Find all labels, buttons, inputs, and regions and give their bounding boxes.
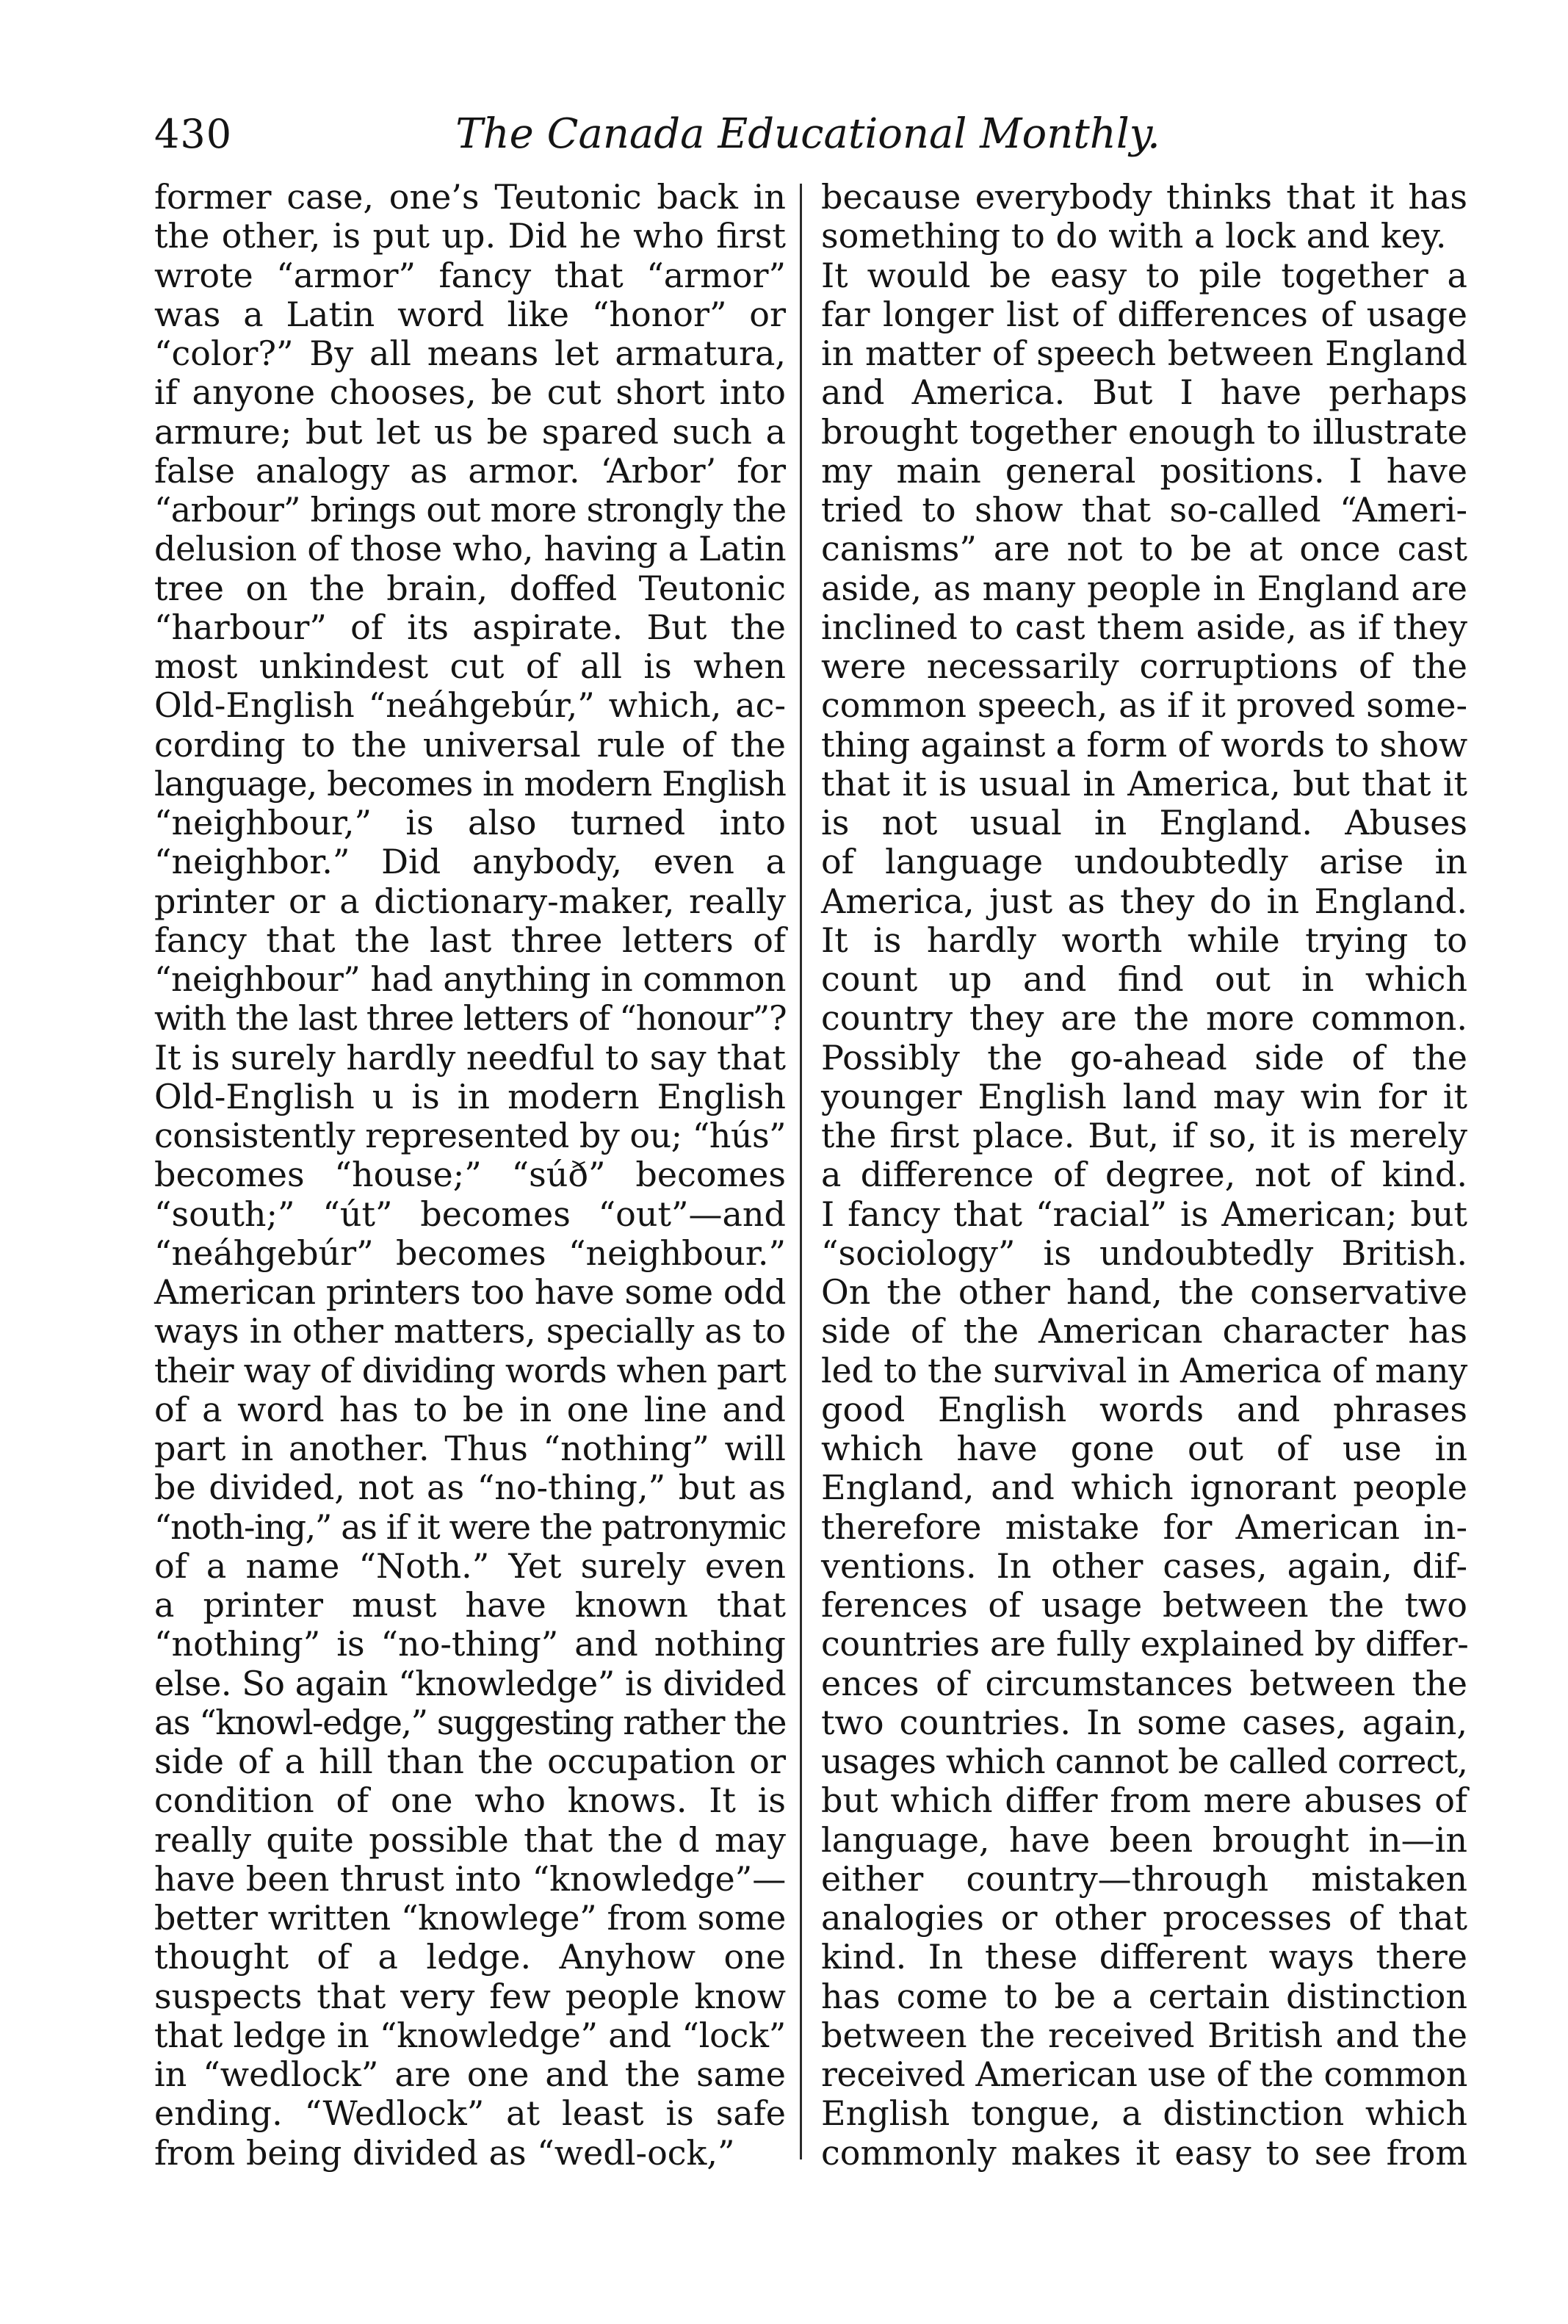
text-line: a printer must have known that (154, 1585, 786, 1625)
text-line: that ledge in “knowledge” and “lock” (154, 2015, 786, 2055)
text-line: fancy that the last three letters of (154, 920, 786, 960)
text-line: that it is usual in America, but that it (821, 763, 1467, 804)
text-line: country they are the more common. (821, 998, 1467, 1039)
text-line: “neighbour” had anything in common (154, 959, 786, 999)
text-line: inclined to cast them aside, as if they (821, 607, 1467, 647)
text-line: kind. In these different ways there (821, 1937, 1467, 1977)
text-line: consistently represented by ou; “hús” (154, 1116, 786, 1155)
text-line: language, have been brought in—in (821, 1819, 1467, 1860)
text-line: America, just as they do in England. (821, 881, 1467, 921)
text-line: of a name “Noth.” Yet surely even (154, 1545, 786, 1586)
text-line: brought together enough to illustrate (821, 411, 1467, 452)
text-line: “neighbor.” Did anybody, even a (154, 842, 786, 882)
text-line: “south;” “út” becomes “out”—and (154, 1194, 786, 1234)
text-line: ventions. In other cases, again, dif- (821, 1545, 1467, 1586)
text-line: ending. “Wedlock” at least is safe (154, 2093, 786, 2134)
text-line: of a word has to be in one line and (154, 1389, 786, 1429)
text-line: something to do with a lock and key. (821, 216, 1447, 256)
text-line: and America. But I have perhaps (821, 372, 1467, 413)
text-line: because everybody thinks that it has (821, 177, 1467, 217)
text-line: commonly makes it easy to see from (821, 2132, 1467, 2173)
text-line: canisms” are not to be at once cast (821, 529, 1467, 569)
text-line: On the other hand, the conservative (821, 1272, 1467, 1312)
text-line: is not usual in England. Abuses (821, 803, 1467, 842)
text-line: I fancy that “racial” is American; but (821, 1194, 1467, 1234)
text-line: which have gone out of use in (821, 1429, 1467, 1468)
text-line: side of the American character has (821, 1311, 1467, 1352)
text-line: delusion of those who, having a Latin (154, 529, 787, 569)
text-line: were necessarily corruptions of the (821, 646, 1467, 686)
text-line: cording to the universal rule of the (154, 724, 786, 765)
text-line: most unkindest cut of all is when (154, 646, 786, 686)
text-line: really quite possible that the d may (154, 1819, 786, 1860)
page-number: 430 (154, 111, 233, 157)
left-text-column (154, 178, 786, 2173)
text-line: “color?” By all means let armatura, (154, 333, 786, 373)
text-line: was a Latin word like “honor” or (154, 294, 786, 334)
text-line: either country—through mistaken (821, 1858, 1467, 1899)
text-line: “neáhgebúr” becomes “neighbour.” (154, 1233, 786, 1273)
text-line: therefore mistake for American in- (821, 1506, 1467, 1547)
text-line: language, becomes in modern English (154, 763, 787, 804)
text-line: two countries. In some cases, again, (821, 1702, 1467, 1742)
text-line: becomes “house;” “súð” becomes (154, 1155, 786, 1195)
text-line: led to the survival in America of many (821, 1350, 1467, 1390)
text-line: It would be easy to pile together a (821, 255, 1467, 295)
text-line: thought of a ledge. Anyhow one (154, 1937, 786, 1977)
text-line: “noth-ing,” as if it were the patronymic (154, 1506, 787, 1547)
text-line: has come to be a certain distinction (821, 1976, 1467, 2016)
text-line: far longer list of differences of usage (821, 294, 1467, 334)
text-line: printer or a dictionary-maker, really (154, 881, 786, 921)
text-line: armure; but let us be spared such a (154, 411, 786, 452)
text-line: countries are fully explained by differ- (821, 1624, 1469, 1664)
text-line: suspects that very few people know (154, 1976, 786, 2016)
text-line: “neighbour,” is also turned into (154, 803, 786, 842)
running-title: The Canada Educational Monthly. (455, 110, 1160, 158)
text-line: wrote “armor” fancy that “armor” (154, 255, 786, 295)
text-line: condition of one who knows. It is (154, 1780, 786, 1821)
text-line: younger English land may win for it (821, 1076, 1467, 1116)
text-line: “nothing” is “no-thing” and nothing (154, 1624, 786, 1664)
text-line: English tongue, a distinction which (821, 2093, 1467, 2134)
text-line: tried to show that so-called “Ameri- (821, 490, 1467, 530)
text-line: of language undoubtedly arise in (821, 842, 1467, 882)
text-line: ways in other matters, specially as to (154, 1311, 786, 1352)
text-line: ferences of usage between the two (821, 1585, 1467, 1625)
text-line: thing against a form of words to show (821, 724, 1468, 765)
text-line: aside, as many people in England are (821, 568, 1467, 608)
text-line: “arbour” brings out more strongly the (154, 490, 787, 530)
text-line: Old-English “neáhgebúr,” which, ac- (154, 685, 786, 726)
text-line: the first place. But, if so, it is merely (821, 1116, 1467, 1155)
text-line: part in another. Thus “nothing” will (154, 1429, 786, 1468)
text-line: have been thrust into “knowledge”— (154, 1858, 787, 1899)
text-line: be divided, not as “no-thing,” but as (154, 1468, 786, 1508)
text-line: from being divided as “wedl-ock,” (154, 2132, 735, 2173)
text-line: in “wedlock” are one and the same (154, 2054, 786, 2094)
text-line: Possibly the go-ahead side of the (821, 1037, 1467, 1078)
text-line: Old-English u is in modern English (154, 1076, 786, 1116)
text-line: between the received British and the (821, 2015, 1467, 2055)
text-line: in matter of speech between England (821, 333, 1467, 373)
text-line: tree on the brain, doffed Teutonic (154, 568, 786, 608)
text-line: else. So again “knowledge” is divided (154, 1663, 787, 1703)
text-line: It is hardly worth while trying to (821, 920, 1467, 960)
text-line: a difference of degree, not of kind. (821, 1155, 1467, 1195)
text-line: good English words and phrases (821, 1389, 1467, 1429)
text-line: with the last three letters of “honour”? (154, 998, 787, 1039)
text-line: count up and find out in which (821, 959, 1467, 999)
text-line: “sociology” is undoubtedly British. (821, 1233, 1467, 1273)
column-divider-rule (800, 184, 802, 2159)
text-line: England, and which ignorant people (821, 1468, 1467, 1508)
text-line: if anyone chooses, be cut short into (154, 372, 786, 413)
text-line: their way of dividing words when part (154, 1350, 786, 1390)
running-header (154, 101, 1462, 167)
text-line: American printers too have some odd (154, 1272, 786, 1312)
text-line: analogies or other processes of that (821, 1898, 1467, 1938)
text-line: ences of circumstances between the (821, 1663, 1467, 1703)
text-line: side of a hill than the occupation or (154, 1742, 786, 1781)
text-line: common speech, as if it proved some- (821, 685, 1467, 726)
text-line: It is surely hardly needful to say that (154, 1037, 786, 1078)
text-line: former case, one’s Teutonic back in (154, 177, 786, 217)
right-text-column (821, 178, 1467, 2173)
text-line: the other, is put up. Did he who first (154, 216, 786, 256)
text-line: my main general positions. I have (821, 450, 1467, 491)
text-line: as “knowl-edge,” suggesting rather the (154, 1702, 786, 1742)
text-line: “harbour” of its aspirate. But the (154, 607, 786, 647)
text-line: false analogy as armor. ‘Arbor’ for (154, 450, 786, 491)
text-line: better written “knowlege” from some (154, 1898, 786, 1938)
text-line: usages which cannot be called correct, (821, 1742, 1468, 1781)
text-line: received American use of the common (821, 2054, 1467, 2094)
text-line: but which differ from mere abuses of (821, 1780, 1467, 1821)
